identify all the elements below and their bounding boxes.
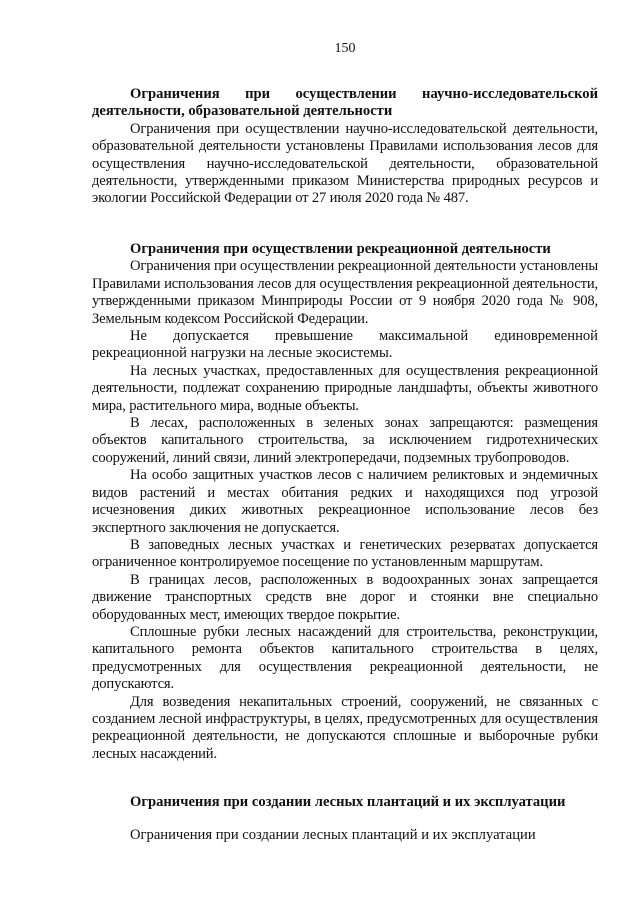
section-paragraph: В заповедных лесных участках и генетических резерватах допускается ограниченное контролируемое посещение по установленным маршрутам. [92, 536, 598, 571]
page-number: 150 [334, 41, 356, 56]
section-paragraph: Ограничения при создании лесных плантаций и их эксплуатации [130, 827, 536, 844]
section-recreation [92, 241, 598, 763]
section-paragraph: Сплошные рубки лесных насаждений для строительства, реконструкции, капитального ремонта объектов капитального строительства в целях, предусмотренных для осуществления рекреационной деятельности, не допускаются. [92, 623, 598, 693]
section-paragraph: На лесных участках, предоставленных для осуществления рекреационной деятельности, подлежат сохранению природные ландшафты, объекты животного мира, растительного мира, водные объекты. [92, 362, 598, 414]
section-paragraph: В границах лесов, расположенных в водоохранных зонах запрещается движение транспортных средств вне дорог и стоянки вне специально оборудованных мест, имеющих твердое покрытие. [92, 571, 598, 623]
section-heading: Ограничения при осуществлении научно-исследовательской деятельности, образовательной деятельности [92, 86, 598, 120]
section-heading: Ограничения при создании лесных плантаций и их эксплуатации [130, 794, 566, 810]
section-heading: Ограничения при осуществлении рекреационной деятельности [130, 241, 551, 257]
section-forest-plantations [92, 794, 598, 845]
section-paragraph: Ограничения при осуществлении рекреационной деятельности установлены Правилами использования лесов для осуществления рекреационной деятельности, утвержденными приказом Минприроды России от 9 ноября 2020 года № 908, Земельным кодексом Российской Федерации. [92, 258, 598, 327]
section-paragraph: На особо защитных участков лесов с наличием реликтовых и эндемичных видов растений и местах обитания редких и находящихся под угрозой исчезновения диких животных рекреационное использование лесов без экспертного заключения не допускается. [92, 467, 598, 536]
section-paragraph: Ограничения при осуществлении научно-исследовательской деятельности, образовательной деятельности установлены Правилами использования лесов для осуществления научно-исследовательской деятельности, образовательной деятельности, утвержденными приказом Министерства природных ресурсов и экологии Российской Федерации от 27 июля 2020 года № 487. [92, 120, 598, 207]
section-paragraph: Для возведения некапитальных строений, сооружений, не связанных с созданием лесной инфраструктуры, в целях, предусмотренных для осуществления рекреационной деятельности, не допускаются сплошные и выборочные рубки лесных насаждений. [92, 693, 598, 762]
section-research-education [92, 86, 598, 208]
section-paragraph: В лесах, расположенных в зеленых зонах запрещаются: размещения объектов капитального строительства, за исключением гидротехнических сооружений, линий связи, линий электропередачи, подземных трубопроводов. [92, 415, 598, 466]
section-paragraph: Не допускается превышение максимальной единовременной рекреационной нагрузки на лесные экосистемы. [92, 328, 598, 362]
